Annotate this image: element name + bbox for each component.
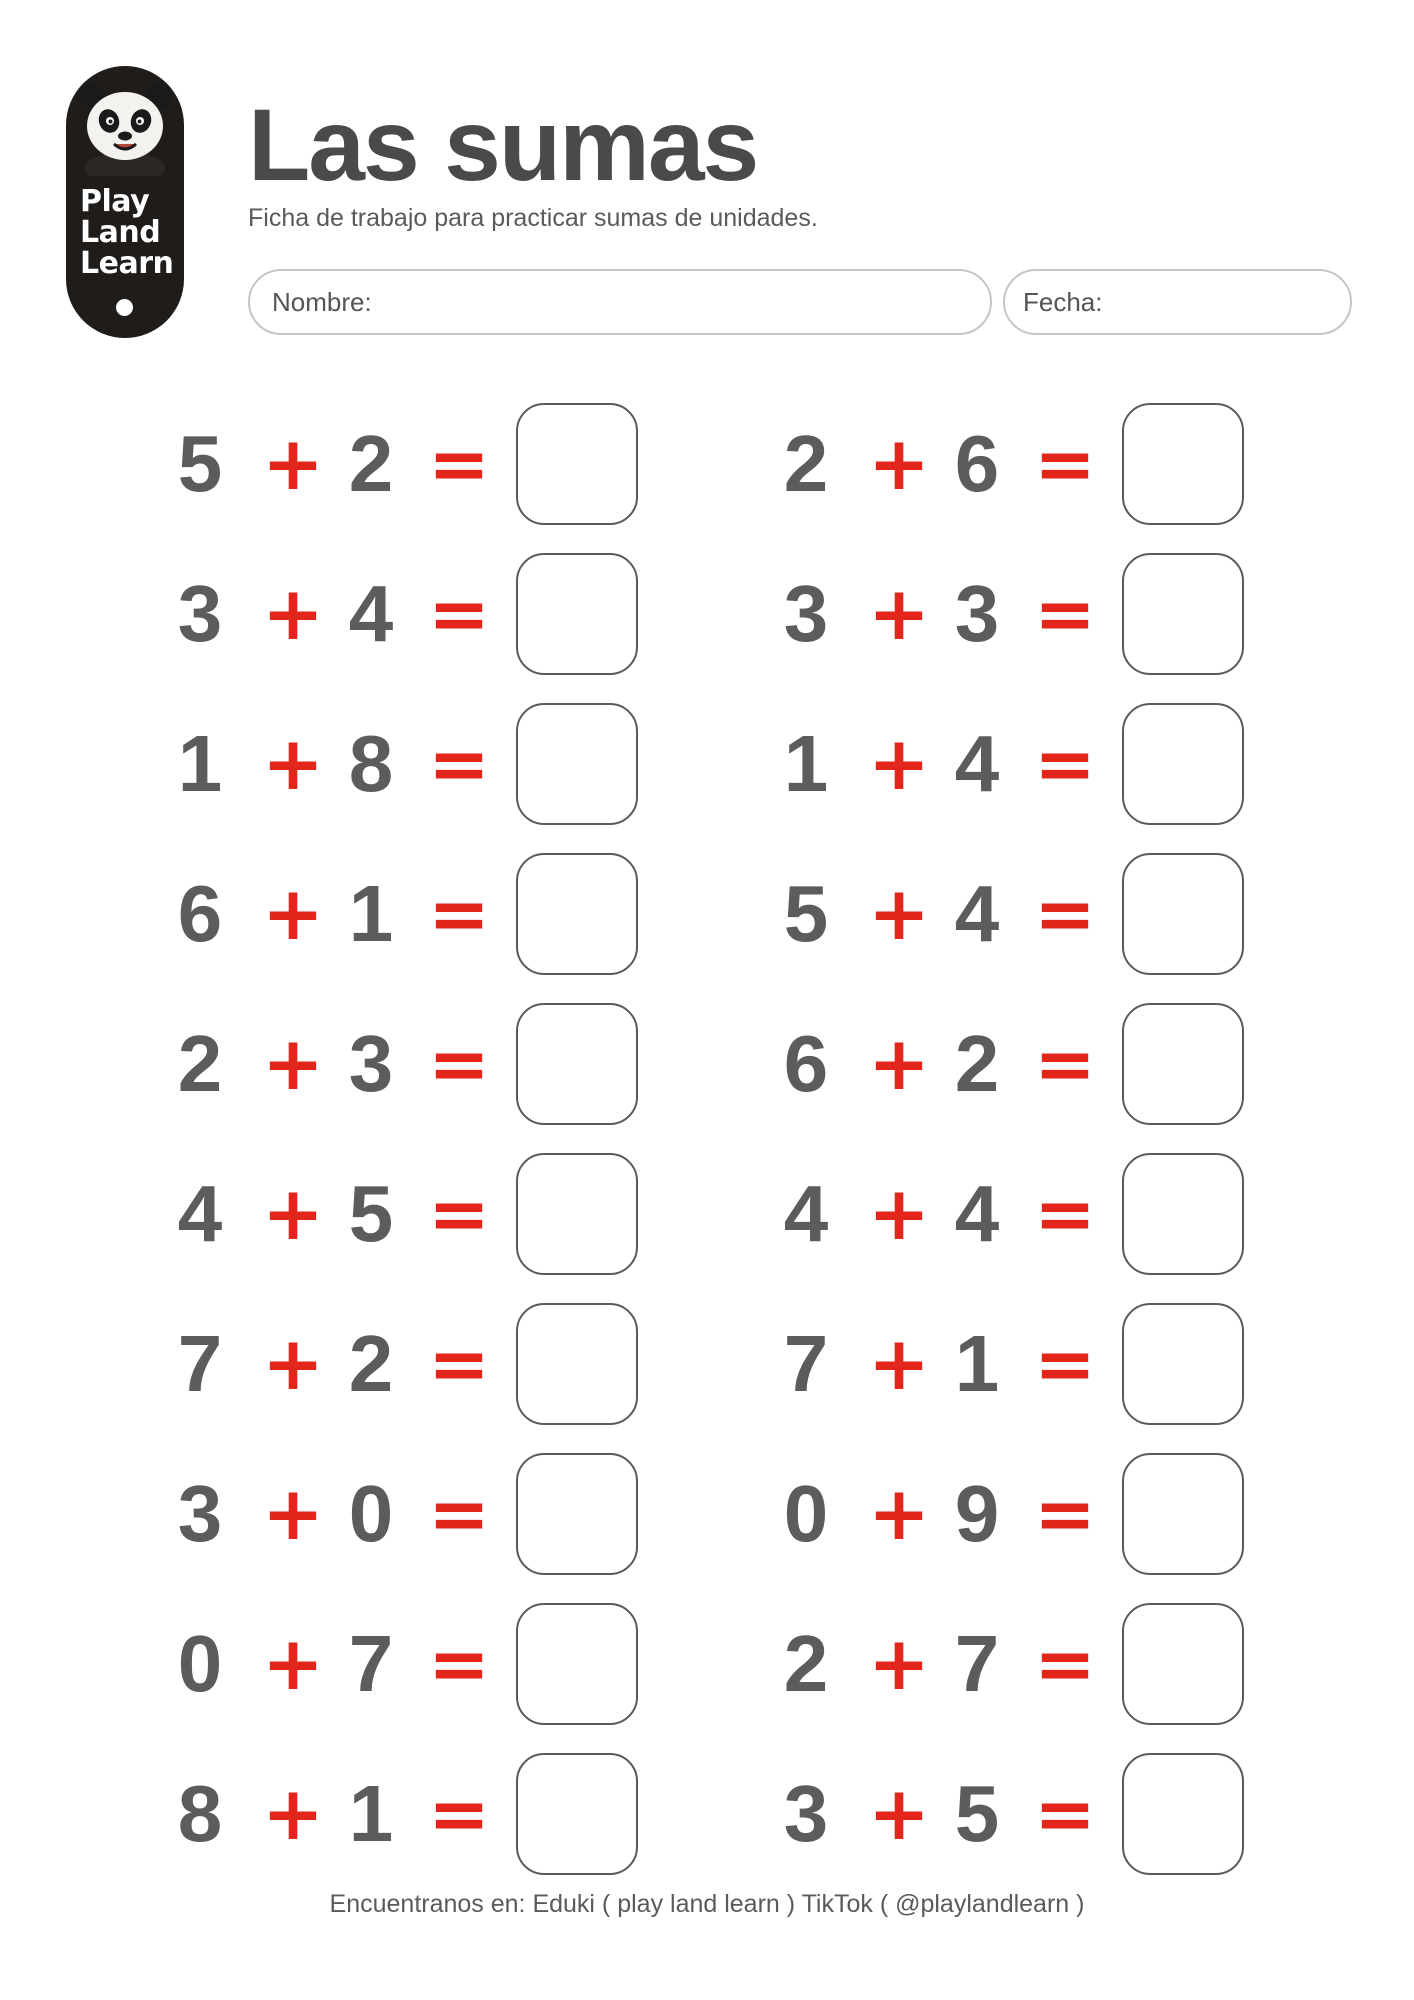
addition-exercise bbox=[170, 553, 650, 703]
equals-sign: = bbox=[1034, 721, 1097, 807]
plus-sign: + bbox=[262, 1471, 325, 1557]
second-addend: 7 bbox=[954, 1619, 1000, 1708]
answer-box[interactable] bbox=[516, 1453, 638, 1575]
name-label: Nombre: bbox=[272, 287, 372, 317]
exercises-left-column bbox=[170, 403, 650, 1903]
equals-sign: = bbox=[428, 571, 491, 657]
addition-exercise bbox=[776, 553, 1256, 703]
equals-sign: = bbox=[428, 1771, 491, 1857]
date-label: Fecha: bbox=[1023, 287, 1103, 317]
logo-dot bbox=[116, 299, 133, 316]
footer-credits: Encuentranos en: Eduki ( play land learn ) TikTok ( @playlandlearn ) bbox=[329, 1890, 1085, 1918]
plus-sign: + bbox=[868, 571, 931, 657]
plus-sign: + bbox=[262, 871, 325, 957]
equals-sign: = bbox=[1034, 1321, 1097, 1407]
addition-exercise bbox=[776, 853, 1256, 1003]
equals-sign: = bbox=[1034, 1171, 1097, 1257]
first-addend: 3 bbox=[783, 1769, 829, 1858]
first-addend: 0 bbox=[177, 1619, 223, 1708]
addition-exercise bbox=[776, 1753, 1256, 1903]
answer-box[interactable] bbox=[1122, 1453, 1244, 1575]
equals-sign: = bbox=[1034, 1771, 1097, 1857]
second-addend: 7 bbox=[348, 1619, 394, 1708]
second-addend: 5 bbox=[954, 1769, 1000, 1858]
answer-box[interactable] bbox=[1122, 1303, 1244, 1425]
plus-sign: + bbox=[868, 1321, 931, 1407]
equals-sign: = bbox=[428, 421, 491, 507]
first-addend: 2 bbox=[783, 1619, 829, 1708]
answer-box[interactable] bbox=[516, 553, 638, 675]
first-addend: 4 bbox=[177, 1169, 223, 1258]
addition-exercise bbox=[170, 853, 650, 1003]
answer-box[interactable] bbox=[516, 403, 638, 525]
equals-sign: = bbox=[1034, 1621, 1097, 1707]
answer-box[interactable] bbox=[516, 1303, 638, 1425]
second-addend: 4 bbox=[348, 569, 394, 658]
plus-sign: + bbox=[262, 1171, 325, 1257]
first-addend: 1 bbox=[177, 719, 223, 808]
page-subtitle: Ficha de trabajo para practicar sumas de unidades. bbox=[248, 204, 818, 232]
equals-sign: = bbox=[1034, 571, 1097, 657]
date-field[interactable] bbox=[1003, 269, 1352, 335]
plus-sign: + bbox=[868, 1771, 931, 1857]
name-field[interactable] bbox=[248, 269, 992, 335]
plus-sign: + bbox=[868, 1621, 931, 1707]
second-addend: 0 bbox=[348, 1469, 394, 1558]
plus-sign: + bbox=[262, 1771, 325, 1857]
answer-box[interactable] bbox=[516, 1753, 638, 1875]
first-addend: 2 bbox=[783, 419, 829, 508]
addition-exercise bbox=[776, 1153, 1256, 1303]
plus-sign: + bbox=[868, 421, 931, 507]
equals-sign: = bbox=[428, 1621, 491, 1707]
addition-exercise bbox=[170, 403, 650, 553]
plus-sign: + bbox=[868, 871, 931, 957]
addition-exercise bbox=[170, 1003, 650, 1153]
answer-box[interactable] bbox=[1122, 1753, 1244, 1875]
answer-box[interactable] bbox=[1122, 1003, 1244, 1125]
second-addend: 2 bbox=[348, 419, 394, 508]
equals-sign: = bbox=[428, 1321, 491, 1407]
plus-sign: + bbox=[262, 571, 325, 657]
answer-box[interactable] bbox=[516, 1003, 638, 1125]
second-addend: 6 bbox=[954, 419, 1000, 508]
first-addend: 6 bbox=[783, 1019, 829, 1108]
equals-sign: = bbox=[428, 1171, 491, 1257]
exercises-right-column bbox=[776, 403, 1256, 1903]
second-addend: 4 bbox=[954, 719, 1000, 808]
page-title: Las sumas bbox=[248, 88, 758, 202]
addition-exercise bbox=[170, 1603, 650, 1753]
equals-sign: = bbox=[428, 1471, 491, 1557]
answer-box[interactable] bbox=[516, 853, 638, 975]
first-addend: 5 bbox=[783, 869, 829, 958]
play-land-learn-logo bbox=[66, 66, 184, 338]
first-addend: 3 bbox=[177, 569, 223, 658]
addition-exercise bbox=[170, 703, 650, 853]
addition-exercise bbox=[776, 1303, 1256, 1453]
plus-sign: + bbox=[262, 421, 325, 507]
answer-box[interactable] bbox=[1122, 1153, 1244, 1275]
plus-sign: + bbox=[868, 1471, 931, 1557]
second-addend: 3 bbox=[348, 1019, 394, 1108]
answer-box[interactable] bbox=[1122, 703, 1244, 825]
answer-box[interactable] bbox=[1122, 853, 1244, 975]
addition-exercise bbox=[776, 403, 1256, 553]
logo-line: Learn bbox=[80, 246, 174, 281]
answer-box[interactable] bbox=[1122, 403, 1244, 525]
addition-exercise bbox=[170, 1303, 650, 1453]
first-addend: 7 bbox=[783, 1319, 829, 1408]
first-addend: 4 bbox=[783, 1169, 829, 1258]
answer-box[interactable] bbox=[1122, 1603, 1244, 1725]
second-addend: 4 bbox=[954, 869, 1000, 958]
equals-sign: = bbox=[1034, 1471, 1097, 1557]
equals-sign: = bbox=[428, 871, 491, 957]
addition-exercise bbox=[776, 703, 1256, 853]
equals-sign: = bbox=[1034, 871, 1097, 957]
equals-sign: = bbox=[428, 1021, 491, 1107]
first-addend: 1 bbox=[783, 719, 829, 808]
equals-sign: = bbox=[1034, 1021, 1097, 1107]
addition-exercise bbox=[170, 1153, 650, 1303]
second-addend: 1 bbox=[348, 1769, 394, 1858]
equals-sign: = bbox=[428, 721, 491, 807]
second-addend: 3 bbox=[954, 569, 1000, 658]
first-addend: 7 bbox=[177, 1319, 223, 1408]
first-addend: 6 bbox=[177, 869, 223, 958]
answer-box[interactable] bbox=[516, 1603, 638, 1725]
addition-exercise bbox=[170, 1453, 650, 1603]
second-addend: 1 bbox=[348, 869, 394, 958]
answer-box[interactable] bbox=[516, 703, 638, 825]
first-addend: 8 bbox=[177, 1769, 223, 1858]
addition-exercise bbox=[776, 1453, 1256, 1603]
logo-text bbox=[80, 186, 180, 279]
addition-exercise bbox=[170, 1753, 650, 1903]
plus-sign: + bbox=[262, 1021, 325, 1107]
plus-sign: + bbox=[868, 1171, 931, 1257]
first-addend: 3 bbox=[783, 569, 829, 658]
plus-sign: + bbox=[262, 1621, 325, 1707]
addition-exercise bbox=[776, 1003, 1256, 1153]
first-addend: 3 bbox=[177, 1469, 223, 1558]
equals-sign: = bbox=[1034, 421, 1097, 507]
logo-line: Land bbox=[80, 215, 161, 250]
addition-exercise bbox=[776, 1603, 1256, 1753]
plus-sign: + bbox=[262, 1321, 325, 1407]
second-addend: 1 bbox=[954, 1319, 1000, 1408]
plus-sign: + bbox=[868, 1021, 931, 1107]
second-addend: 2 bbox=[954, 1019, 1000, 1108]
second-addend: 8 bbox=[348, 719, 394, 808]
answer-box[interactable] bbox=[516, 1153, 638, 1275]
panda-icon bbox=[74, 76, 176, 176]
second-addend: 5 bbox=[348, 1169, 394, 1258]
second-addend: 9 bbox=[954, 1469, 1000, 1558]
plus-sign: + bbox=[262, 721, 325, 807]
first-addend: 2 bbox=[177, 1019, 223, 1108]
second-addend: 2 bbox=[348, 1319, 394, 1408]
logo-line: Play bbox=[80, 184, 150, 219]
first-addend: 0 bbox=[783, 1469, 829, 1558]
answer-box[interactable] bbox=[1122, 553, 1244, 675]
second-addend: 4 bbox=[954, 1169, 1000, 1258]
first-addend: 5 bbox=[177, 419, 223, 508]
plus-sign: + bbox=[868, 721, 931, 807]
